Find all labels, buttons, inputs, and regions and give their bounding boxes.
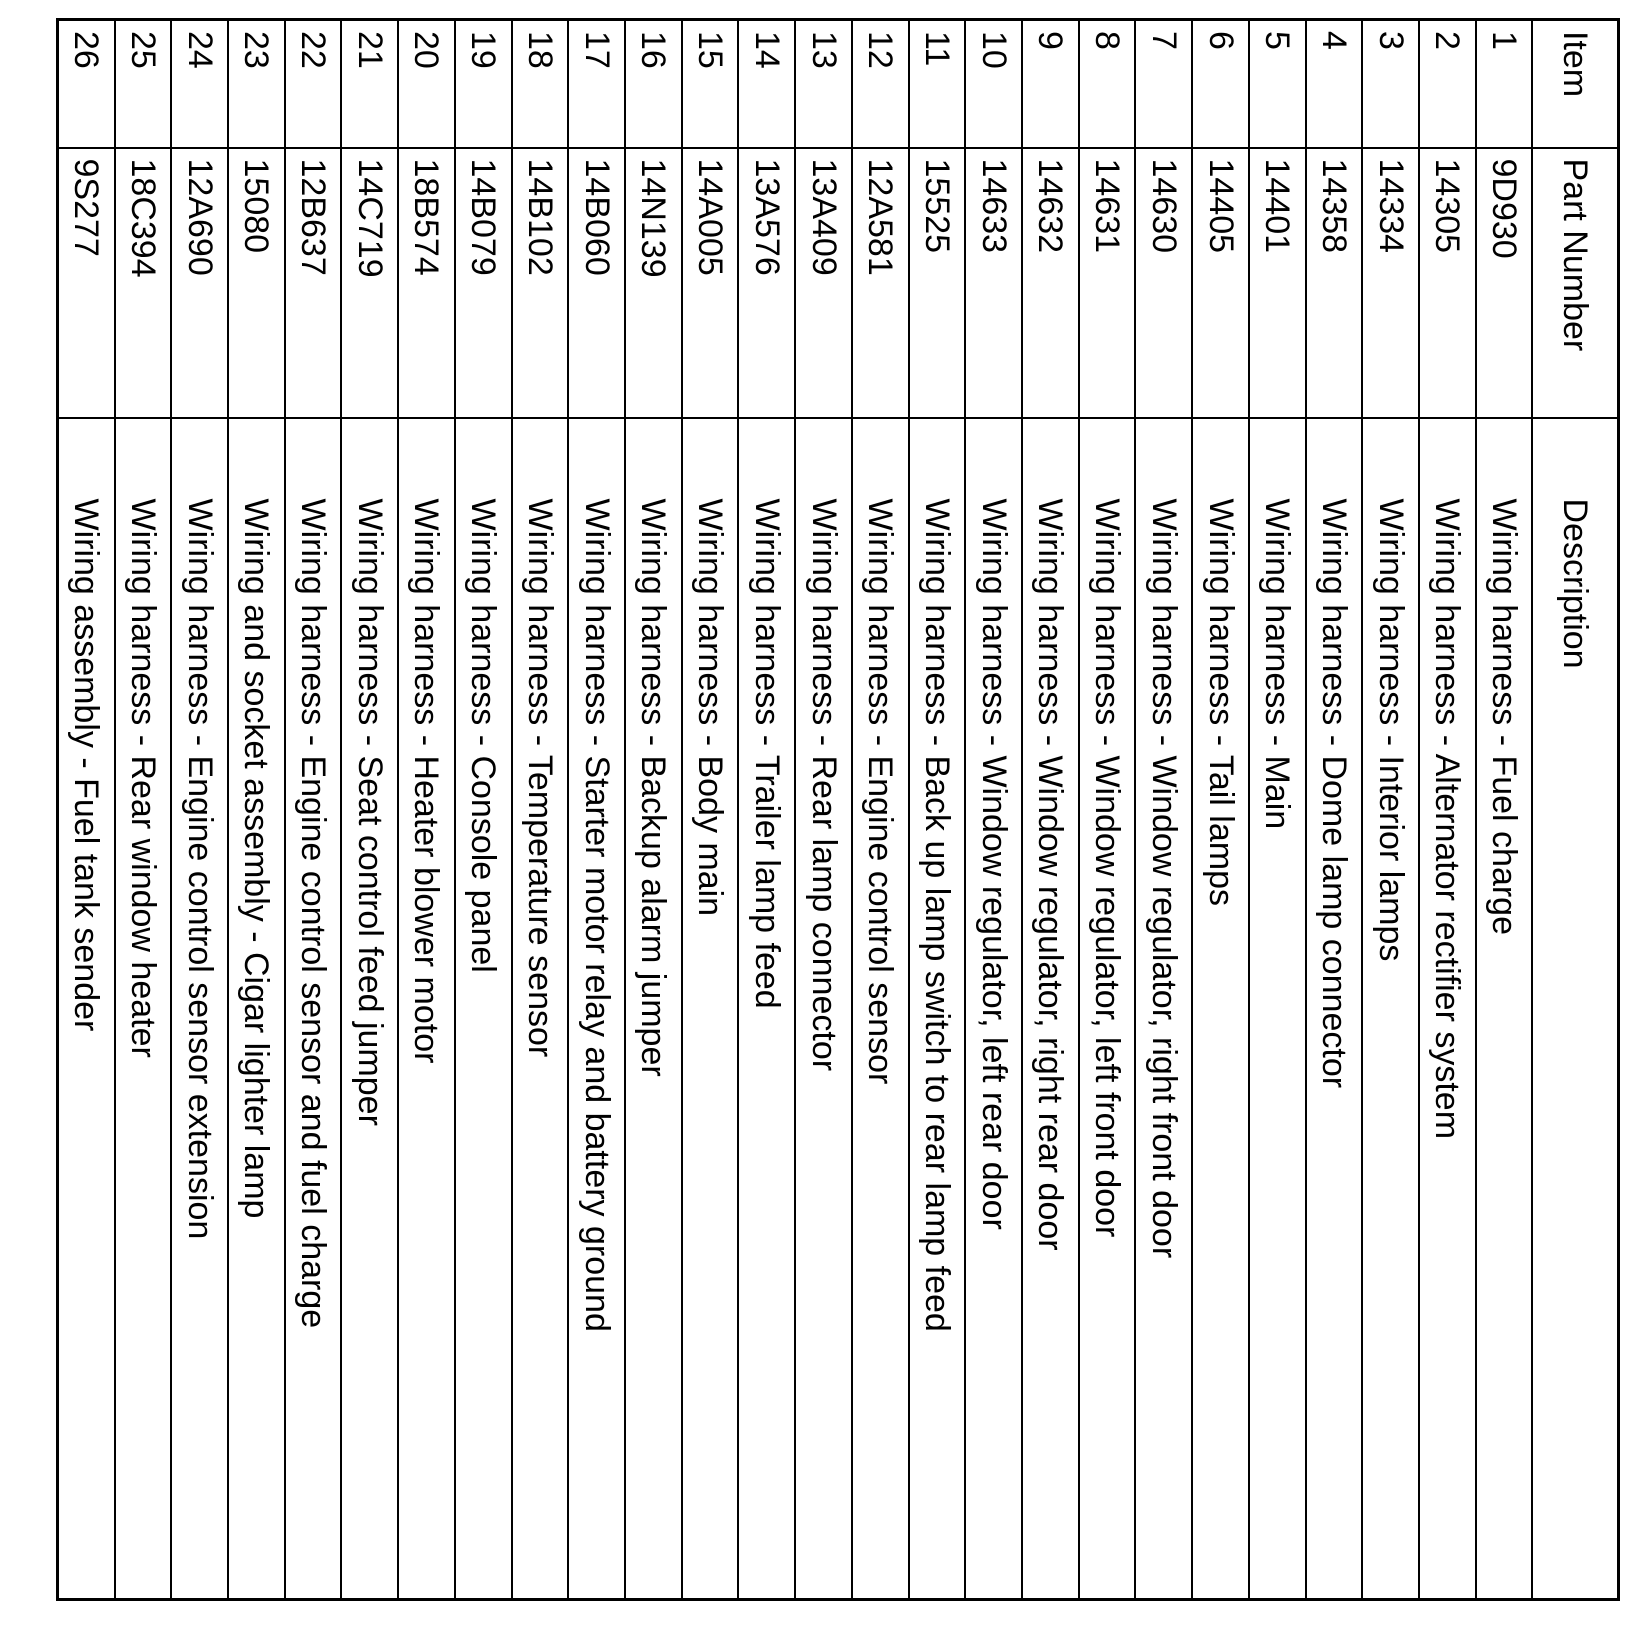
item-number: 21: [341, 20, 398, 148]
item-number: 7: [1135, 20, 1192, 148]
part-description: Wiring harness - Dome lamp connector: [1306, 418, 1363, 1600]
part-number: 18B574: [398, 148, 455, 418]
part-number: 14405: [1192, 148, 1249, 418]
part-description: Wiring harness - Backup alarm jumper: [625, 418, 682, 1600]
item-number: 22: [285, 20, 342, 148]
part-description: Wiring harness - Window regulator, left rear door: [965, 418, 1022, 1600]
item-number: 10: [965, 20, 1022, 148]
part-number: 12A690: [171, 148, 228, 418]
item-number: 15: [682, 20, 739, 148]
item-number: 8: [1079, 20, 1136, 148]
part-number: 13A409: [795, 148, 852, 418]
part-number: 15080: [228, 148, 285, 418]
table-row: [965, 20, 1022, 1600]
part-description: Wiring harness - Alternator rectifier system: [1419, 418, 1476, 1600]
part-number: 14305: [1419, 148, 1476, 418]
part-description: Wiring harness - Fuel charge: [1476, 418, 1533, 1600]
part-number: 14633: [965, 148, 1022, 418]
part-description: Wiring and socket assembly - Cigar lighter lamp: [228, 418, 285, 1600]
part-description: Wiring harness - Main: [1249, 418, 1306, 1600]
item-number: 5: [1249, 20, 1306, 148]
part-number: 14631: [1079, 148, 1136, 418]
part-number: 14C719: [341, 148, 398, 418]
header-description: Description: [1533, 418, 1619, 1600]
table-body: [58, 20, 1533, 1600]
item-number: 6: [1192, 20, 1249, 148]
item-number: 9: [1022, 20, 1079, 148]
part-description: Wiring harness - Rear window heater: [115, 418, 172, 1600]
part-number: 14A005: [682, 148, 739, 418]
table-row: [1135, 20, 1192, 1600]
table-row: [58, 20, 115, 1600]
part-number: 18C394: [115, 148, 172, 418]
parts-table: [56, 18, 1620, 1601]
part-number: 14B060: [568, 148, 625, 418]
part-number: 14N139: [625, 148, 682, 418]
part-description: Wiring harness - Engine control sensor: [852, 418, 909, 1600]
part-description: Wiring harness - Heater blower motor: [398, 418, 455, 1600]
part-number: 14B079: [455, 148, 512, 418]
table-row: [285, 20, 342, 1600]
table-row: [455, 20, 512, 1600]
part-number: 14B102: [512, 148, 569, 418]
table-row: [795, 20, 852, 1600]
table-row: [1192, 20, 1249, 1600]
part-description: Wiring harness - Window regulator, left front door: [1079, 418, 1136, 1600]
part-description: Wiring harness - Seat control feed jumper: [341, 418, 398, 1600]
table-row: [1419, 20, 1476, 1600]
part-number: 12B637: [285, 148, 342, 418]
table-row: [852, 20, 909, 1600]
part-description: Wiring harness - Console panel: [455, 418, 512, 1600]
part-description: Wiring harness - Body main: [682, 418, 739, 1600]
item-number: 20: [398, 20, 455, 148]
item-number: 26: [58, 20, 115, 148]
table-row: [1249, 20, 1306, 1600]
part-number: 9S277: [58, 148, 115, 418]
table-row: [1022, 20, 1079, 1600]
part-description: Wiring harness - Back up lamp switch to rear lamp feed: [909, 418, 966, 1600]
item-number: 19: [455, 20, 512, 148]
table-row: [568, 20, 625, 1600]
table-row: [398, 20, 455, 1600]
item-number: 23: [228, 20, 285, 148]
item-number: 4: [1306, 20, 1363, 148]
item-number: 17: [568, 20, 625, 148]
item-number: 18: [512, 20, 569, 148]
part-number: 14358: [1306, 148, 1363, 418]
part-number: 13A576: [738, 148, 795, 418]
table-row: [171, 20, 228, 1600]
table-row: [228, 20, 285, 1600]
part-number: 14632: [1022, 148, 1079, 418]
table-row: [115, 20, 172, 1600]
header-item: Item: [1533, 20, 1619, 148]
part-number: 15525: [909, 148, 966, 418]
item-number: 11: [909, 20, 966, 148]
item-number: 13: [795, 20, 852, 148]
part-description: Wiring harness - Engine control sensor and fuel charge: [285, 418, 342, 1600]
part-description: Wiring harness - Starter motor relay and battery ground: [568, 418, 625, 1600]
item-number: 2: [1419, 20, 1476, 148]
table-row: [909, 20, 966, 1600]
table-row: [738, 20, 795, 1600]
table-row: [512, 20, 569, 1600]
table-row: [1476, 20, 1533, 1600]
item-number: 16: [625, 20, 682, 148]
part-description: Wiring harness - Engine control sensor extension: [171, 418, 228, 1600]
item-number: 3: [1362, 20, 1419, 148]
table-row: [341, 20, 398, 1600]
part-description: Wiring harness - Temperature sensor: [512, 418, 569, 1600]
part-number: 9D930: [1476, 148, 1533, 418]
part-description: Wiring harness - Trailer lamp feed: [738, 418, 795, 1600]
item-number: 24: [171, 20, 228, 148]
rotated-table-container: [56, 18, 1620, 1598]
item-number: 12: [852, 20, 909, 148]
part-description: Wiring harness - Rear lamp connector: [795, 418, 852, 1600]
part-description: Wiring harness - Interior lamps: [1362, 418, 1419, 1600]
part-description: Wiring harness - Window regulator, right rear door: [1022, 418, 1079, 1600]
table-row: [1306, 20, 1363, 1600]
table-row: [1079, 20, 1136, 1600]
item-number: 25: [115, 20, 172, 148]
part-number: 14334: [1362, 148, 1419, 418]
part-description: Wiring harness - Tail lamps: [1192, 418, 1249, 1600]
table-row: [625, 20, 682, 1600]
part-number: 14401: [1249, 148, 1306, 418]
part-number: 14630: [1135, 148, 1192, 418]
header-part-number: Part Number: [1533, 148, 1619, 418]
table-row: [682, 20, 739, 1600]
table-row: [1362, 20, 1419, 1600]
part-number: 12A581: [852, 148, 909, 418]
table-header-row: [1533, 20, 1619, 1600]
part-description: Wiring harness - Window regulator, right front door: [1135, 418, 1192, 1600]
item-number: 14: [738, 20, 795, 148]
part-description: Wiring assembly - Fuel tank sender: [58, 418, 115, 1600]
item-number: 1: [1476, 20, 1533, 148]
